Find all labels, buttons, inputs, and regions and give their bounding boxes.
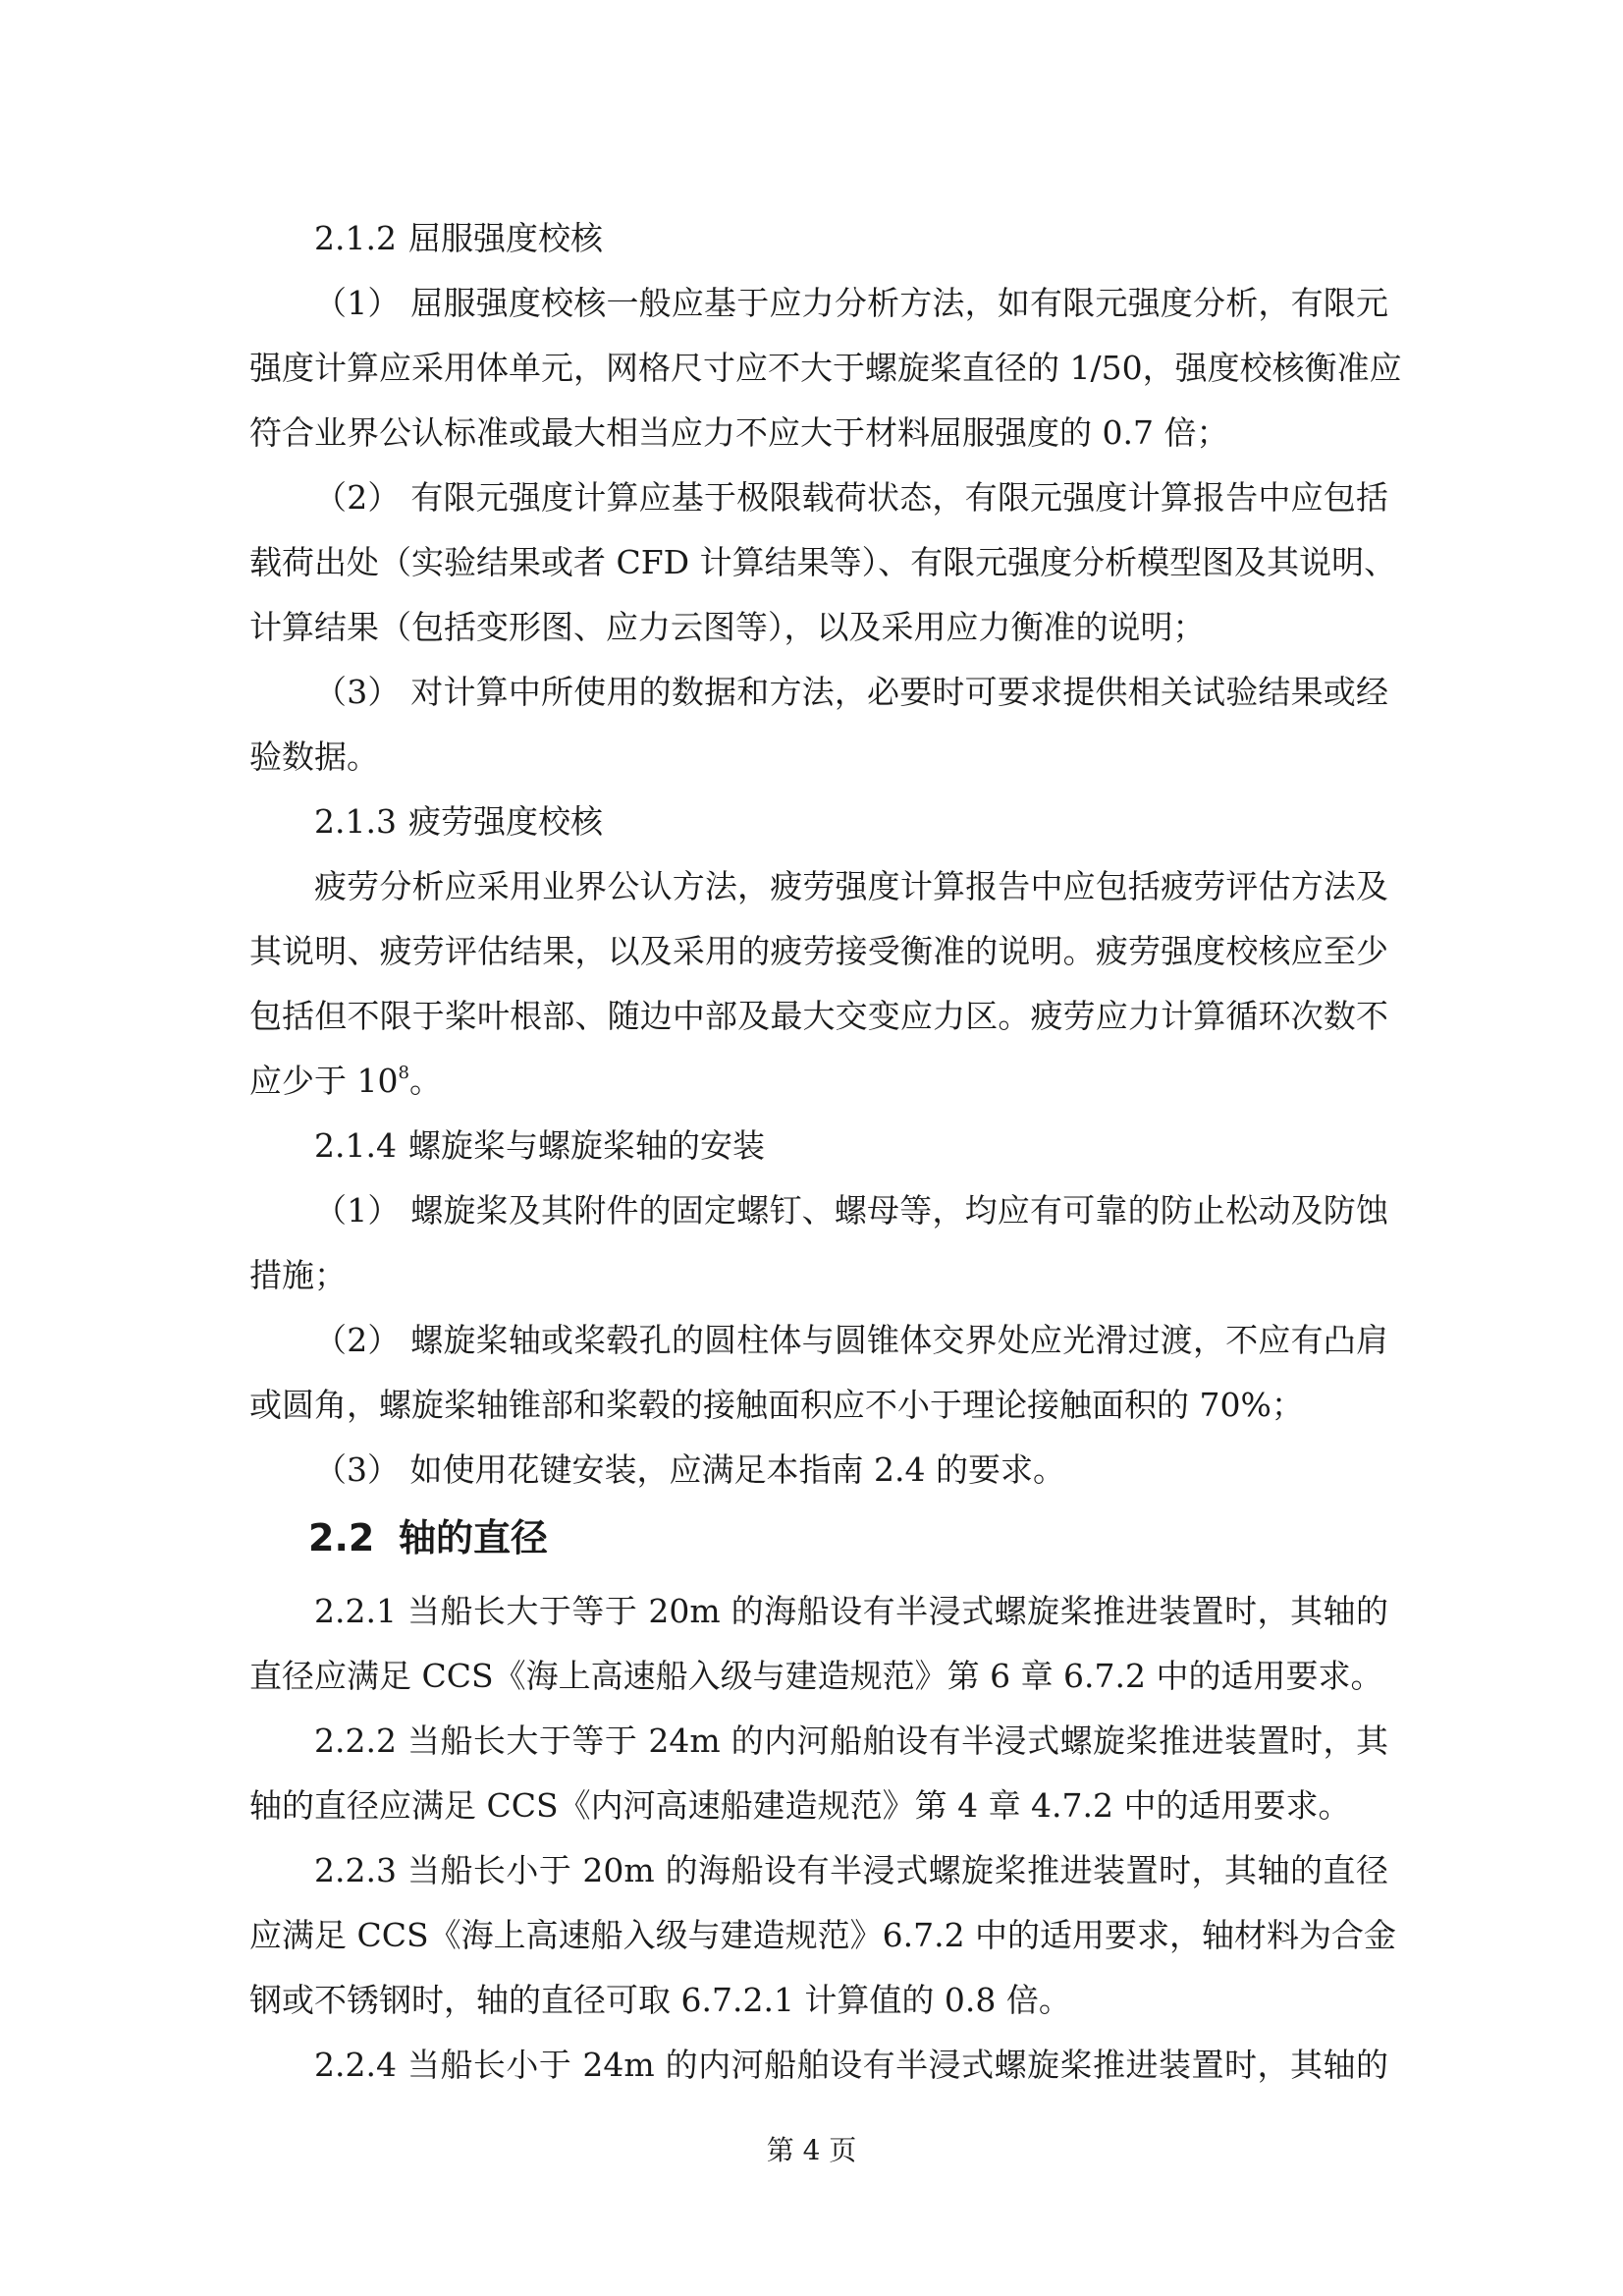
page-content (249, 206, 1402, 2098)
paragraph-line: 强度计算应采用体单元，网格尺寸应不大于螺旋桨直径的 1/50，强度校核衡准应 (249, 349, 1402, 387)
subsection-number: 2.1.2 (314, 219, 397, 257)
paragraph-line: 其说明、疲劳评估结果，以及采用的疲劳接受衡准的说明。疲劳强度校核应至少 (249, 932, 1388, 970)
subsection-number: 2.1.3 (314, 802, 397, 841)
cycle-count-exponent: 8 (398, 1063, 409, 1083)
paragraph-line: （2） 有限元强度计算应基于极限载荷状态，有限元强度计算报告中应包括 (314, 478, 1388, 517)
paragraph-line: 2.2.3 当船长小于 20m 的海船设有半浸式螺旋桨推进装置时，其轴的直径 (314, 1851, 1388, 1889)
paragraph-line: 或圆角，螺旋桨轴锥部和桨毂的接触面积应不小于理论接触面积的 70%； (249, 1386, 1304, 1424)
sentence-end: 。 (408, 1062, 442, 1100)
subsection-title: 屈服强度校核 (408, 219, 603, 257)
paragraph-line: 直径应满足 CCS《海上高速船入级与建造规范》第 6 章 6.7.2 中的适用要求。 (249, 1657, 1383, 1695)
section-heading-2-2 (249, 1503, 1388, 1579)
paragraph-line: （1） 屈服强度校核一般应基于应力分析方法，如有限元强度分析，有限元 (314, 284, 1388, 322)
subsection-heading-2-1-3 (249, 790, 1388, 854)
paragraph-line: （2） 螺旋桨轴或桨毂孔的圆柱体与圆锥体交界处应光滑过渡，不应有凸肩 (314, 1321, 1388, 1359)
paragraph-line: 应满足 CCS《海上高速船入级与建造规范》6.7.2 中的适用要求，轴材料为合金 (249, 1916, 1397, 1954)
subsection-title: 螺旋桨与螺旋桨轴的安装 (408, 1126, 765, 1165)
paragraph-line: 2.2.1 当船长大于等于 20m 的海船设有半浸式螺旋桨推进装置时，其轴的 (314, 1592, 1388, 1630)
subsection-heading-2-1-2 (249, 206, 1388, 271)
section-title: 轴的直径 (399, 1516, 549, 1559)
subsection-title: 疲劳强度校核 (408, 802, 603, 841)
paragraph-line: 计算结果（包括变形图、应力云图等），以及采用应力衡准的说明； (249, 608, 1206, 646)
section-number: 2.2 (308, 1516, 375, 1559)
paragraph-line: 钢或不锈钢时，轴的直径可取 6.7.2.1 计算值的 0.8 倍。 (249, 1981, 1071, 2019)
paragraph-line: 载荷出处（实验结果或者 CFD 计算结果等）、有限元强度分析模型图及其说明、 (249, 543, 1397, 581)
cycle-count-text: 应少于 10 (249, 1062, 399, 1100)
paragraph-line: （3） 对计算中所使用的数据和方法，必要时可要求提供相关试验结果或经 (314, 673, 1388, 711)
paragraph-line: 包括但不限于桨叶根部、随边中部及最大交变应力区。疲劳应力计算循环次数不 (249, 997, 1388, 1035)
paragraph-line: 疲劳分析应采用业界公认方法，疲劳强度计算报告中应包括疲劳评估方法及 (314, 867, 1388, 905)
paragraph-line: 措施； (249, 1256, 347, 1294)
paragraph-line: 2.2.2 当船长大于等于 24m 的内河船舶设有半浸式螺旋桨推进装置时，其 (314, 1722, 1388, 1760)
paragraph-line-with-superscript (249, 1049, 1388, 1114)
subsection-number: 2.1.4 (314, 1126, 397, 1165)
page-number: 第 4 页 (766, 2134, 857, 2166)
paragraph-line: 轴的直径应满足 CCS《内河高速船建造规范》第 4 章 4.7.2 中的适用要求。 (249, 1786, 1351, 1825)
paragraph-line: 2.2.4 当船长小于 24m 的内河船舶设有半浸式螺旋桨推进装置时，其轴的 (314, 2046, 1388, 2084)
paragraph-line: 符合业界公认标准或最大相当应力不应大于材料屈服强度的 0.7 倍； (249, 413, 1229, 452)
subsection-heading-2-1-4 (249, 1114, 1388, 1178)
paragraph-line: 验数据。 (249, 738, 379, 776)
paragraph-line: （3） 如使用花键安装，应满足本指南 2.4 的要求。 (314, 1450, 1065, 1489)
paragraph-line: （1） 螺旋桨及其附件的固定螺钉、螺母等，均应有可靠的防止松动及防蚀 (314, 1191, 1388, 1230)
